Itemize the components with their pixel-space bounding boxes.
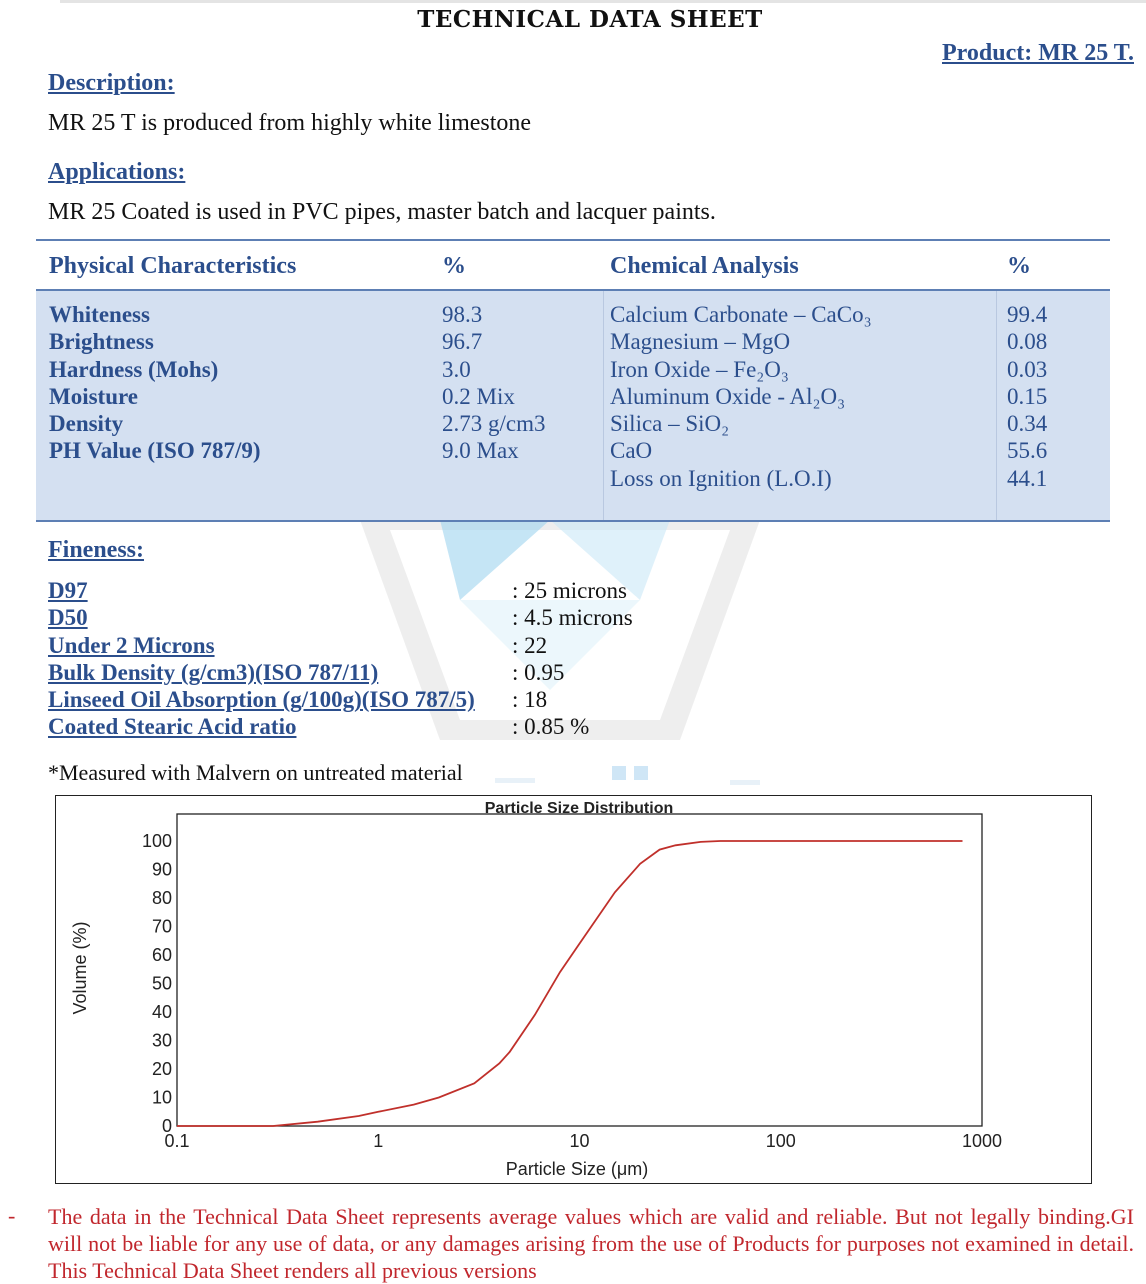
y-tick-label: 40	[151, 1002, 172, 1022]
description-text: MR 25 T is produced from highly white limestone	[48, 110, 532, 136]
table-cell: Silica – SiO₂	[610, 411, 730, 437]
physical-percent-header: %	[442, 253, 466, 279]
y-tick-label: 0	[161, 1116, 172, 1136]
table-cell: Loss on Ignition (L.O.I)	[610, 465, 832, 491]
product-name: Product: MR 25 T.	[942, 40, 1134, 66]
table-cell: 96.7	[442, 329, 483, 355]
y-tick-label: 50	[151, 973, 172, 994]
table-cell: 2.73 g/cm3	[442, 411, 546, 437]
table-cell: 0.03	[1007, 356, 1048, 382]
top-border	[60, 0, 1146, 3]
table-cell: Brightness	[49, 329, 154, 355]
y-tick-label: 20	[151, 1059, 172, 1079]
table-cell: 0.34	[1007, 411, 1048, 437]
table-cell: 9.0 Max	[442, 438, 519, 464]
physical-names	[49, 301, 261, 465]
chemical-values	[1007, 301, 1047, 492]
fineness-label: D50	[48, 605, 88, 631]
table-cell: Whiteness	[49, 302, 150, 327]
y-tick-label: 80	[151, 888, 172, 908]
table-cell: Aluminum Oxide - Al₂O₃	[610, 383, 846, 409]
x-tick-label: 100	[765, 1131, 796, 1151]
y-tick-label: 100	[141, 831, 172, 851]
fineness-label: Bulk Density (g/cm3)(ISO 787/11)	[48, 659, 379, 685]
table-cell: Hardness (Mohs)	[49, 356, 219, 382]
distribution-curve	[177, 841, 963, 1126]
fineness-value: : 25 microns	[512, 578, 627, 603]
disclaimer-marker: -	[8, 1203, 16, 1228]
table-cell: 98.3	[442, 302, 483, 327]
table-cell: Moisture	[49, 383, 139, 409]
physical-values	[442, 301, 546, 465]
table-cell: 44.1	[1007, 465, 1048, 491]
table-cell: Calcium Carbonate – CaCo₃	[610, 302, 872, 327]
particle-size-chart	[55, 795, 1092, 1184]
y-tick-label: 30	[151, 1030, 172, 1051]
chemical-percent-header: %	[1007, 253, 1031, 279]
table-cell: 0.15	[1007, 383, 1048, 409]
table-cell: PH Value (ISO 787/9)	[49, 438, 261, 464]
table-column-divider	[996, 291, 997, 520]
chart-title: Particle Size Distribution	[484, 800, 674, 817]
y-axis-label: Volume (%)	[70, 921, 90, 1015]
table-cell: 0.08	[1007, 329, 1048, 355]
fineness-heading: Fineness:	[48, 537, 144, 563]
fineness-label: D97	[48, 578, 88, 603]
disclaimer-text: The data in the Technical Data Sheet represents average values which are valid and reliable. But not legally binding.GI will not be liable for any use of data, or any damages arising from the use of Products for purposes not examined in detail. This Technical Data Sheet renders all previous versions	[48, 1204, 1134, 1283]
y-tick-label: 60	[151, 945, 172, 965]
table-cell: Density	[49, 411, 124, 437]
y-tick-label: 90	[151, 859, 172, 880]
x-tick-labels	[164, 1131, 1002, 1151]
table-cell: 55.6	[1007, 438, 1048, 464]
fineness-value: : 0.95	[512, 659, 565, 685]
table-cell: 3.0	[442, 356, 471, 382]
x-tick-label: 10	[569, 1131, 590, 1151]
fineness-value: : 4.5 microns	[512, 605, 633, 631]
table-cell: 0.2 Mix	[442, 383, 515, 409]
chemical-header: Chemical Analysis	[610, 253, 799, 279]
physical-header: Physical Characteristics	[49, 253, 297, 279]
applications-text: MR 25 Coated is used in PVC pipes, master batch and lacquer paints.	[48, 199, 716, 225]
table-cell: 99.4	[1007, 302, 1048, 327]
y-tick-label: 10	[151, 1087, 172, 1108]
table-cell: Iron Oxide – Fe₂O₃	[610, 356, 789, 382]
table-bottom-rule	[36, 520, 1110, 522]
x-axis-label: Particle Size (μm)	[505, 1159, 649, 1179]
description-heading: Description:	[48, 70, 175, 96]
fineness-label: Linseed Oil Absorption (g/100g)(ISO 787/5)	[48, 687, 475, 713]
fineness-labels	[48, 577, 475, 741]
x-tick-label: 0.1	[164, 1131, 190, 1151]
table-header	[36, 241, 1110, 289]
table-column-divider	[603, 291, 604, 520]
fineness-value: : 22	[512, 632, 548, 658]
table-cell: CaO	[610, 438, 653, 464]
chemical-names	[610, 301, 872, 492]
fineness-label: Coated Stearic Acid ratio	[48, 714, 297, 740]
y-tick-labels	[142, 831, 172, 1136]
chart-svg	[56, 796, 1091, 1183]
table-cell: Magnesium – MgO	[610, 329, 791, 355]
y-tick-label: 70	[151, 916, 172, 937]
page-title: TECHNICAL DATA SHEET	[417, 6, 763, 33]
plot-area	[177, 814, 982, 1126]
x-tick-label: 1000	[961, 1131, 1003, 1151]
applications-heading: Applications:	[48, 159, 186, 185]
measurement-note: *Measured with Malvern on untreated material	[48, 760, 463, 785]
x-tick-label: 1	[373, 1131, 384, 1151]
characteristics-table	[36, 239, 1110, 522]
fineness-value: : 0.85 %	[512, 714, 590, 740]
fineness-values	[512, 577, 633, 741]
fineness-label: Under 2 Microns	[48, 632, 215, 658]
fineness-value: : 18	[512, 687, 548, 713]
